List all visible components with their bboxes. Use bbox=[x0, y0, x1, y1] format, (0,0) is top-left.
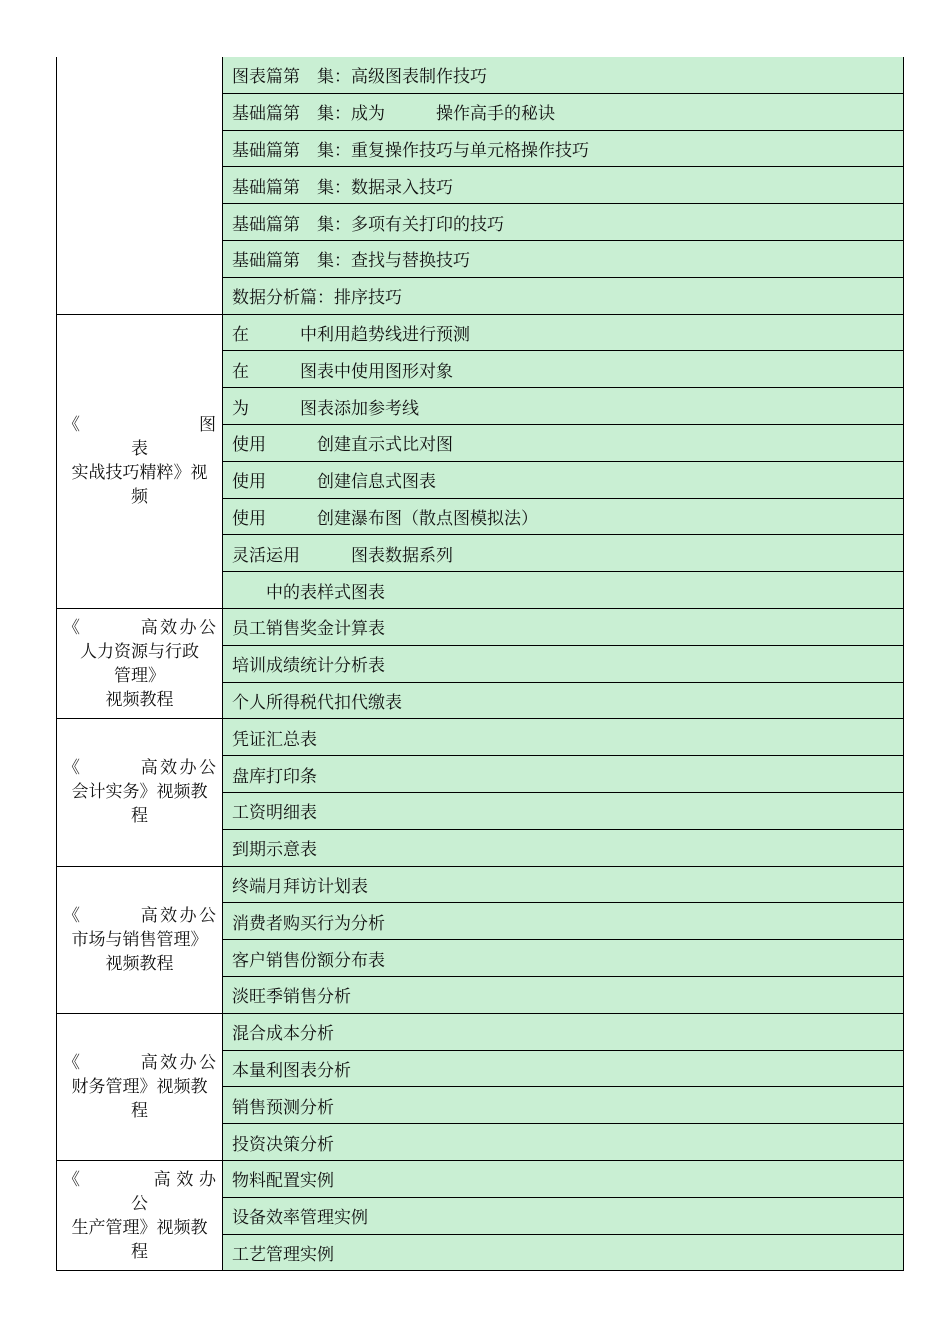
table-row bbox=[57, 314, 904, 351]
lesson-item: 盘库打印条 bbox=[223, 756, 904, 793]
lesson-item: 本量利图表分析 bbox=[223, 1050, 904, 1087]
category-line: 程 bbox=[131, 1241, 148, 1262]
lesson-item: 培训成绩统计分析表 bbox=[223, 645, 904, 682]
lesson-item: 消费者购买行为分析 bbox=[223, 903, 904, 940]
category-line: 表 bbox=[131, 439, 148, 460]
category-line: 频 bbox=[131, 487, 148, 508]
category-line: 视频教程 bbox=[105, 689, 174, 710]
lesson-item: 基础篇第 集：重复操作技巧与单元格操作技巧 bbox=[223, 130, 904, 167]
category-cell bbox=[57, 866, 223, 1013]
lesson-item: 使用 创建直示式比对图 bbox=[223, 424, 904, 461]
course-list-sheet bbox=[56, 57, 903, 1271]
category-line: 管理》 bbox=[114, 665, 165, 686]
category-line: 《 高效办公 bbox=[63, 1052, 216, 1073]
lesson-item: 在 图表中使用图形对象 bbox=[223, 351, 904, 388]
category-line: 《 高效办 bbox=[63, 1169, 216, 1190]
lesson-item: 销售预测分析 bbox=[223, 1087, 904, 1124]
lesson-item: 客户销售份额分布表 bbox=[223, 940, 904, 977]
lesson-item: 灵活运用 图表数据系列 bbox=[223, 535, 904, 572]
lesson-item: 终端月拜访计划表 bbox=[223, 866, 904, 903]
lesson-item: 数据分析篇：排序技巧 bbox=[223, 277, 904, 314]
lesson-item: 基础篇第 集：多项有关打印的技巧 bbox=[223, 204, 904, 241]
lesson-item: 使用 创建瀑布图（散点图模拟法） bbox=[223, 498, 904, 535]
lesson-item: 图表篇第 集：高级图表制作技巧 bbox=[223, 57, 904, 93]
category-line: 市场与销售管理》 bbox=[71, 929, 208, 950]
course-table bbox=[56, 57, 904, 1271]
lesson-item: 员工销售奖金计算表 bbox=[223, 608, 904, 645]
category-line: 程 bbox=[131, 806, 148, 827]
lesson-item: 为 图表添加参考线 bbox=[223, 388, 904, 425]
category-line: 《 高效办公 bbox=[63, 758, 216, 779]
lesson-item: 投资决策分析 bbox=[223, 1124, 904, 1161]
category-line: 《 高效办公 bbox=[63, 905, 216, 926]
lesson-item: 个人所得税代扣代缴表 bbox=[223, 682, 904, 719]
category-cell bbox=[57, 1013, 223, 1160]
lesson-item: 中的表样式图表 bbox=[223, 572, 904, 609]
table-row bbox=[57, 608, 904, 645]
lesson-item: 使用 创建信息式图表 bbox=[223, 461, 904, 498]
category-line: 实战技巧精粹》视 bbox=[71, 463, 208, 484]
category-cell bbox=[57, 719, 223, 866]
category-line: 程 bbox=[131, 1100, 148, 1121]
category-line: 视频教程 bbox=[105, 953, 174, 974]
course-table-body bbox=[57, 57, 904, 1271]
category-line: 公 bbox=[131, 1193, 148, 1214]
lesson-item: 在 中利用趋势线进行预测 bbox=[223, 314, 904, 351]
category-line: 《 高效办公 bbox=[63, 617, 216, 638]
lesson-item: 设备效率管理实例 bbox=[223, 1197, 904, 1234]
lesson-item: 基础篇第 集：数据录入技巧 bbox=[223, 167, 904, 204]
lesson-item: 凭证汇总表 bbox=[223, 719, 904, 756]
lesson-item: 基础篇第 集：查找与替换技巧 bbox=[223, 240, 904, 277]
category-line: 人力资源与行政 bbox=[80, 641, 199, 662]
lesson-item: 工艺管理实例 bbox=[223, 1234, 904, 1271]
category-line: 财务管理》视频教 bbox=[71, 1076, 208, 1097]
category-cell bbox=[57, 1160, 223, 1270]
table-row bbox=[57, 1013, 904, 1050]
category-line: 生产管理》视频教 bbox=[71, 1217, 208, 1238]
table-row bbox=[57, 1160, 904, 1197]
lesson-item: 基础篇第 集：成为 操作高手的秘诀 bbox=[223, 93, 904, 130]
category-line: 会计实务》视频教 bbox=[71, 782, 208, 803]
lesson-item: 工资明细表 bbox=[223, 792, 904, 829]
lesson-item: 物料配置实例 bbox=[223, 1160, 904, 1197]
lesson-item: 淡旺季销售分析 bbox=[223, 976, 904, 1013]
category-cell bbox=[57, 314, 223, 608]
table-row bbox=[57, 719, 904, 756]
lesson-item: 混合成本分析 bbox=[223, 1013, 904, 1050]
table-row bbox=[57, 57, 904, 93]
lesson-item: 到期示意表 bbox=[223, 829, 904, 866]
category-line: 《 图 bbox=[63, 415, 216, 436]
category-cell bbox=[57, 608, 223, 718]
category-cell bbox=[57, 57, 223, 314]
table-row bbox=[57, 866, 904, 903]
